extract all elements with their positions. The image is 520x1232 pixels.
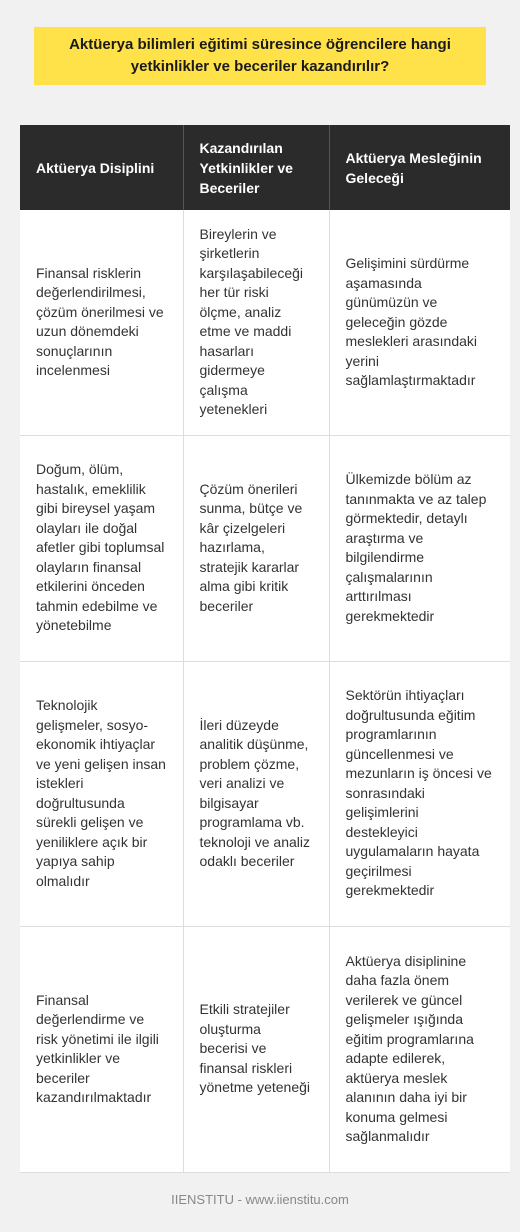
table-cell: Sektörün ihtiyaçları doğrultusunda eğitim programlarının güncellenmesi ve mezunların iş öncesi ve sonrasındaki gelişimlerini destekleyici uygulamaların hayata geçirilmesi gerekmektedir	[329, 661, 510, 926]
column-header: Aktüerya Disiplini	[20, 125, 183, 210]
table-row	[20, 661, 510, 926]
column-header: Kazandırılan Yetkinlikler ve Beceriler	[183, 125, 329, 210]
table-cell: Finansal değerlendirme ve risk yönetimi ile ilgili yetkinlikler ve beceriler kazandırılmaktadır	[20, 926, 183, 1172]
table-row	[20, 435, 510, 661]
table-header-row	[20, 125, 510, 210]
table-cell: Finansal risklerin değerlendirilmesi, çözüm önerilmesi ve uzun dönemdeki sonuçlarının incelenmesi	[20, 210, 183, 435]
table-cell: Aktüerya disiplinine daha fazla önem verilerek ve güncel gelişmeler ışığında eğitim programlarına adapte edilerek, aktüerya meslek alanının daha iyi bir konuma gelmesi sağlanmalıdır	[329, 926, 510, 1172]
table-cell: Doğum, ölüm, hastalık, emeklilik gibi bireysel yaşam olayları ile doğal afetler gibi toplumsal olayların finansal etkilerini önceden tahmin edebilme ve yönetebilme	[20, 435, 183, 661]
title-banner	[34, 27, 486, 85]
table-cell: Teknolojik gelişmeler, sosyo-ekonomik ihtiyaçlar ve yeni gelişen insan istekleri doğrultusunda sürekli gelişen ve yeniliklere açık bir yapıya sahip olmalıdır	[20, 661, 183, 926]
table-cell: Ülkemizde bölüm az tanınmakta ve az talep görmektedir, detaylı araştırma ve bilgilendirme çalışmalarının arttırılması gerekmektedir	[329, 435, 510, 661]
comparison-table	[20, 125, 510, 1173]
table-cell: İleri düzeyde analitik düşünme, problem çözme, veri analizi ve bilgisayar programlama vb. teknoloji ve analiz odaklı beceriler	[183, 661, 329, 926]
table-cell: Bireylerin ve şirketlerin karşılaşabileceği her tür riski ölçme, analiz etme ve maddi hasarları gidermeye çalışma yetenekleri	[183, 210, 329, 435]
page-title: Aktüerya bilimleri eğitimi süresince öğrencilere hangi yetkinlikler ve beceriler kazandırılır?	[69, 36, 451, 75]
table-cell: Çözüm önerileri sunma, bütçe ve kâr çizelgeleri hazırlama, stratejik kararlar alma gibi kritik beceriler	[183, 435, 329, 661]
table-row	[20, 210, 510, 435]
table-row	[20, 926, 510, 1172]
column-header: Aktüerya Mesleğinin Geleceği	[329, 125, 510, 210]
table-cell: Gelişimini sürdürme aşamasında günümüzün ve geleceğin gözde meslekleri arasındaki yerini sağlamlaştırmaktadır	[329, 210, 510, 435]
table-cell: Etkili stratejiler oluşturma becerisi ve finansal riskleri yönetme yeteneği	[183, 926, 329, 1172]
footer-credit: IIENSTITU - www.iienstitu.com	[171, 1192, 349, 1207]
